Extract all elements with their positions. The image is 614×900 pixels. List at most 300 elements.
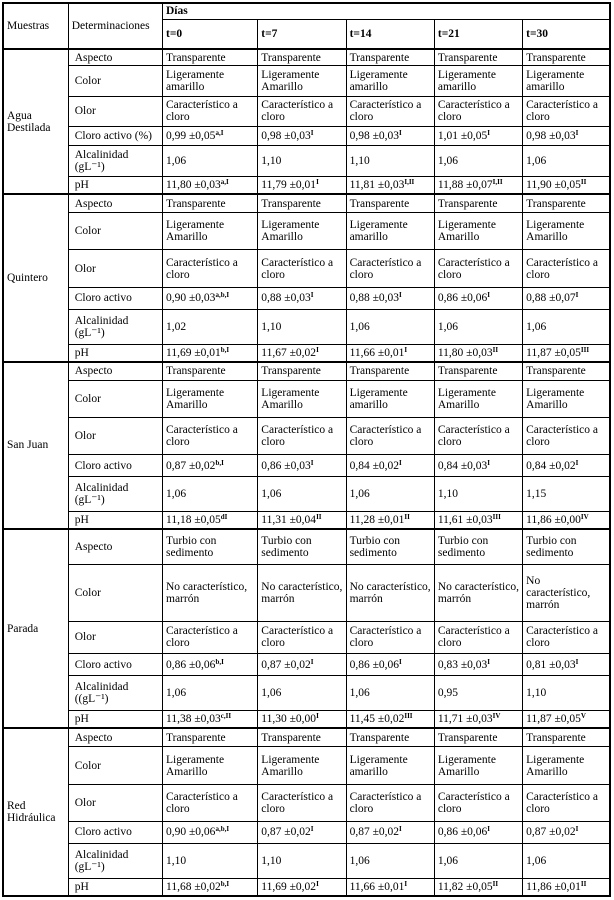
significance-superscript: I xyxy=(575,291,579,300)
value-text: Transparente xyxy=(526,365,586,378)
value-cell xyxy=(163,621,258,654)
value-text: 0,86 ±0,06 xyxy=(166,658,216,671)
value-cell xyxy=(523,362,610,381)
determination-label: Alcalinidad ((gL⁻¹) xyxy=(68,676,162,711)
value-cell xyxy=(163,747,258,784)
significance-superscript: I xyxy=(399,458,402,467)
determination-label: Aspecto xyxy=(68,728,162,747)
determination-label: Color xyxy=(68,380,162,417)
header-time: t=14 xyxy=(346,19,434,49)
value-text: 11,80 ±0,03 xyxy=(437,346,493,359)
determination-label: Aspecto xyxy=(68,194,162,213)
value-cell xyxy=(523,66,610,97)
value-text: Característico a cloro xyxy=(526,256,598,281)
value-text: Ligeramente Amarillo xyxy=(166,219,225,244)
value-cell xyxy=(523,287,610,309)
significance-superscript: III xyxy=(492,513,501,522)
value-text: Ligeramente Amarillo xyxy=(437,753,496,778)
value-text: 0,84 ±0,03 xyxy=(437,459,488,472)
value-text: Transparente xyxy=(526,197,586,210)
significance-superscript: I xyxy=(316,178,319,187)
value-cell xyxy=(434,344,522,362)
value-cell xyxy=(434,676,522,711)
value-cell xyxy=(163,843,258,878)
value-text: No característico, marrón xyxy=(437,580,519,605)
sample-name: Agua Destilada xyxy=(3,49,68,194)
value-text: Transparente xyxy=(166,365,226,378)
value-text: Ligeramente amarillo xyxy=(166,69,225,94)
table-row xyxy=(3,97,610,127)
value-text: Característico a cloro xyxy=(166,423,238,448)
table-row xyxy=(3,529,610,564)
value-cell xyxy=(523,529,610,564)
value-cell xyxy=(523,564,610,621)
table-row xyxy=(3,250,610,287)
header-time: t=0 xyxy=(163,19,258,49)
table-row xyxy=(3,843,610,878)
header-time: t=21 xyxy=(434,19,522,49)
significance-superscript: b,I xyxy=(215,657,224,666)
value-cell xyxy=(523,146,610,177)
value-cell xyxy=(163,66,258,97)
value-cell xyxy=(163,146,258,177)
value-text: 0,88 ±0,03 xyxy=(261,292,311,305)
value-cell xyxy=(434,621,522,654)
table-row xyxy=(3,564,610,621)
value-text: 0,90 ±0,03 xyxy=(166,292,216,305)
value-cell xyxy=(346,564,434,621)
value-cell xyxy=(434,728,522,747)
significance-superscript: b,I xyxy=(220,879,230,888)
value-text: 1,15 xyxy=(526,488,547,500)
value-text: Característico a cloro xyxy=(261,790,334,815)
table-body xyxy=(3,49,610,896)
value-text: Ligeramente Amarillo xyxy=(166,386,225,411)
value-text: 1,06 xyxy=(166,488,187,500)
value-cell xyxy=(434,512,522,530)
value-text: 1,06 xyxy=(526,320,547,333)
value-text: 1,06 xyxy=(437,854,458,867)
value-cell xyxy=(346,676,434,711)
value-cell xyxy=(523,380,610,417)
value-cell xyxy=(163,362,258,381)
determination-label: Aspecto xyxy=(68,49,162,66)
significance-superscript: II xyxy=(580,178,587,187)
significance-superscript: I xyxy=(575,458,579,467)
sample-name: Red Hidráulica xyxy=(3,728,68,896)
table-row xyxy=(3,512,610,530)
value-text: 1,10 xyxy=(261,320,282,333)
value-text: 0,87 ±0,02 xyxy=(526,826,576,839)
value-cell xyxy=(346,821,434,843)
value-text: 0,86 ±0,06 xyxy=(437,826,488,839)
value-cell xyxy=(346,309,434,344)
value-cell xyxy=(346,711,434,729)
table-row xyxy=(3,784,610,821)
value-text: 1,06 xyxy=(166,155,187,168)
value-cell xyxy=(163,476,258,511)
significance-superscript: a,I xyxy=(215,129,224,138)
value-text: 11,87 ±0,05 xyxy=(526,713,581,726)
value-cell xyxy=(434,380,522,417)
sample-name: Quintero xyxy=(3,194,68,361)
value-cell xyxy=(346,654,434,676)
header-muestras: Muestras xyxy=(3,3,68,49)
table-row xyxy=(3,654,610,676)
value-text: 11,90 ±0,05 xyxy=(526,179,581,192)
value-text: 11,31 ±0,04 xyxy=(261,514,317,527)
determination-label: Alcalinidad (gL⁻¹) xyxy=(68,476,162,511)
value-cell xyxy=(258,309,346,344)
value-cell xyxy=(523,654,610,676)
value-cell xyxy=(163,97,258,127)
value-text: 11,80 ±0,03 xyxy=(166,179,221,192)
value-cell xyxy=(523,747,610,784)
value-cell xyxy=(258,213,346,250)
value-cell xyxy=(163,194,258,213)
header-time: t=7 xyxy=(258,19,346,49)
value-cell xyxy=(163,49,258,66)
value-text: Ligeramente Amarillo xyxy=(437,386,496,411)
determination-label: pH xyxy=(68,177,162,195)
significance-superscript: c,II xyxy=(220,712,232,721)
significance-superscript: I xyxy=(399,291,402,300)
value-cell xyxy=(163,455,258,477)
table-row xyxy=(3,126,610,146)
value-cell xyxy=(434,97,522,127)
value-text: 0,86 ±0,06 xyxy=(437,292,488,305)
value-cell xyxy=(434,66,522,97)
value-cell xyxy=(163,529,258,564)
value-cell xyxy=(346,362,434,381)
value-cell xyxy=(258,728,346,747)
value-text: 0,86 ±0,06 xyxy=(349,658,400,671)
value-text: Transparente xyxy=(261,197,321,210)
table-row xyxy=(3,878,610,896)
value-text: 1,06 xyxy=(526,155,547,168)
value-cell xyxy=(434,126,522,146)
determination-label: Olor xyxy=(68,250,162,287)
header-time: t=30 xyxy=(523,19,610,49)
table-row xyxy=(3,747,610,784)
value-cell xyxy=(346,476,434,511)
value-text: Ligeramente amarillo xyxy=(349,386,408,411)
table-row xyxy=(3,821,610,843)
value-text: Ligeramente Amarillo xyxy=(526,219,585,244)
value-text: Ligeramente amarillo xyxy=(349,753,408,778)
significance-superscript: I xyxy=(487,291,491,300)
value-cell xyxy=(434,250,522,287)
significance-superscript: I xyxy=(316,712,319,721)
value-text: Transparente xyxy=(349,731,410,744)
value-text: Ligeramente Amarillo xyxy=(261,219,320,244)
significance-superscript: I xyxy=(404,879,408,888)
value-cell xyxy=(346,878,434,896)
value-cell xyxy=(258,676,346,711)
value-text: Transparente xyxy=(437,197,498,210)
significance-superscript: I xyxy=(399,129,402,138)
table-row xyxy=(3,676,610,711)
table-row xyxy=(3,344,610,362)
value-text: Característico a cloro xyxy=(261,625,334,650)
value-text: 0,98 ±0,03 xyxy=(526,130,576,143)
value-cell xyxy=(346,97,434,127)
value-cell xyxy=(346,455,434,477)
value-cell xyxy=(523,512,610,530)
determination-label: Cloro activo xyxy=(68,287,162,309)
table-row xyxy=(3,476,610,511)
significance-superscript: II xyxy=(580,879,587,888)
value-cell xyxy=(434,309,522,344)
significance-superscript: I xyxy=(310,129,314,138)
value-text: 0,88 ±0,07 xyxy=(526,292,576,305)
value-text: 0,86 ±0,03 xyxy=(261,459,311,472)
value-cell xyxy=(258,362,346,381)
determination-label: pH xyxy=(68,711,162,729)
sample-name: San Juan xyxy=(3,362,68,529)
value-text: 0,87 ±0,02 xyxy=(166,459,216,472)
value-cell xyxy=(434,843,522,878)
table-row xyxy=(3,362,610,381)
value-text: 11,67 ±0,02 xyxy=(261,346,317,359)
determination-label: Cloro activo xyxy=(68,654,162,676)
significance-superscript: II xyxy=(492,879,499,888)
table-row xyxy=(3,146,610,177)
value-cell xyxy=(258,529,346,564)
value-cell xyxy=(163,784,258,821)
value-text: 0,87 ±0,02 xyxy=(261,658,311,671)
value-cell xyxy=(163,126,258,146)
value-text: No característico, marrón xyxy=(261,580,343,605)
table-row xyxy=(3,711,610,729)
value-text: 0,98 ±0,03 xyxy=(349,130,400,143)
value-cell xyxy=(434,49,522,66)
value-text: Ligeramente amarillo xyxy=(437,69,496,94)
value-cell xyxy=(434,455,522,477)
value-text: Característico a cloro xyxy=(166,790,238,815)
determination-label: Color xyxy=(68,747,162,784)
value-text: 0,84 ±0,02 xyxy=(526,459,576,472)
value-text: Ligeramente Amarillo xyxy=(166,753,225,778)
value-text: 1,06 xyxy=(261,488,282,500)
value-cell xyxy=(523,455,610,477)
value-text: Característico a cloro xyxy=(261,99,334,124)
value-cell xyxy=(163,344,258,362)
value-cell xyxy=(434,711,522,729)
value-text: Característico a cloro xyxy=(349,625,422,650)
value-cell xyxy=(346,747,434,784)
value-text: 11,66 ±0,01 xyxy=(349,346,405,359)
value-text: Característico a cloro xyxy=(437,99,510,124)
value-cell xyxy=(523,821,610,843)
determination-label: Color xyxy=(68,213,162,250)
value-cell xyxy=(346,250,434,287)
value-text: No característico, marrón xyxy=(166,580,248,605)
value-text: 11,81 ±0,03 xyxy=(349,179,405,192)
value-text: Turbio con sedimento xyxy=(526,534,577,559)
value-cell xyxy=(163,417,258,454)
value-text: Característico a cloro xyxy=(261,256,334,281)
determination-label: Cloro activo xyxy=(68,821,162,843)
determination-label: pH xyxy=(68,512,162,530)
value-text: 1,06 xyxy=(349,687,370,700)
value-cell xyxy=(434,287,522,309)
value-cell xyxy=(163,564,258,621)
value-cell xyxy=(434,564,522,621)
value-text: Transparente xyxy=(166,51,226,64)
significance-superscript: III xyxy=(404,712,413,721)
value-text: 1,06 xyxy=(437,155,458,168)
results-table xyxy=(2,2,611,897)
value-text: Transparente xyxy=(437,365,498,378)
value-cell xyxy=(523,126,610,146)
header-dias: Días xyxy=(163,3,611,19)
value-text: Transparente xyxy=(261,731,321,744)
value-cell xyxy=(346,512,434,530)
value-text: 11,38 ±0,03 xyxy=(166,713,221,726)
value-cell xyxy=(346,287,434,309)
value-cell xyxy=(346,529,434,564)
significance-superscript: I xyxy=(575,129,579,138)
determination-label: pH xyxy=(68,878,162,896)
value-cell xyxy=(258,878,346,896)
value-text: 1,01 ±0,05 xyxy=(437,130,488,143)
value-text: 1,10 xyxy=(166,854,187,867)
value-text: 1,10 xyxy=(437,488,458,500)
value-text: Transparente xyxy=(349,51,410,64)
value-text: 0,90 ±0,06 xyxy=(166,826,216,839)
value-text: Transparente xyxy=(437,731,498,744)
value-cell xyxy=(163,512,258,530)
value-cell xyxy=(434,194,522,213)
header-determinaciones: Determinaciones xyxy=(68,3,162,49)
value-text: 11,86 ±0,01 xyxy=(526,880,581,893)
value-text: 11,86 ±0,00 xyxy=(526,514,581,527)
value-cell xyxy=(346,843,434,878)
value-cell xyxy=(434,417,522,454)
value-text: 11,88 ±0,07 xyxy=(437,179,493,192)
value-text: Característico a cloro xyxy=(437,790,510,815)
value-text: Ligeramente amarillo xyxy=(349,219,408,244)
value-cell xyxy=(163,728,258,747)
value-text: Ligeramente amarillo xyxy=(526,69,585,94)
determination-label: Aspecto xyxy=(68,529,162,564)
significance-superscript: II xyxy=(404,513,410,522)
significance-superscript: b,I xyxy=(220,345,230,354)
determination-label: Olor xyxy=(68,784,162,821)
significance-superscript: II xyxy=(492,345,499,354)
value-cell xyxy=(163,676,258,711)
determination-label: pH xyxy=(68,344,162,362)
value-cell xyxy=(346,344,434,362)
value-cell xyxy=(523,309,610,344)
value-cell xyxy=(258,250,346,287)
value-text: Característico a cloro xyxy=(526,99,598,124)
value-text: 11,79 ±0,01 xyxy=(261,179,317,192)
value-text: Turbio con sedimento xyxy=(261,534,312,559)
value-text: Transparente xyxy=(261,51,321,64)
value-cell xyxy=(434,529,522,564)
table-row xyxy=(3,621,610,654)
value-text: No característico, marrón xyxy=(526,574,591,611)
value-text: 11,69 ±0,01 xyxy=(166,346,221,359)
value-cell xyxy=(523,417,610,454)
value-text: Transparente xyxy=(526,51,586,64)
value-cell xyxy=(258,177,346,195)
significance-superscript: V xyxy=(580,712,586,721)
value-cell xyxy=(434,177,522,195)
value-text: Turbio con sedimento xyxy=(437,534,489,559)
value-cell xyxy=(258,711,346,729)
significance-superscript: I,II xyxy=(492,178,503,187)
value-text: Característico a cloro xyxy=(166,625,238,650)
table-row xyxy=(3,49,610,66)
value-text: 1,06 xyxy=(437,320,458,333)
value-text: Transparente xyxy=(526,731,586,744)
value-cell xyxy=(258,821,346,843)
value-text: Característico a cloro xyxy=(166,99,238,124)
value-text: Característico a cloro xyxy=(261,423,334,448)
value-cell xyxy=(163,878,258,896)
value-cell xyxy=(163,821,258,843)
determination-label: Olor xyxy=(68,621,162,654)
value-text: 1,10 xyxy=(526,687,547,700)
value-text: Característico a cloro xyxy=(349,790,422,815)
significance-superscript: a,I xyxy=(220,178,229,187)
value-cell xyxy=(346,146,434,177)
significance-superscript: IV xyxy=(580,513,589,522)
value-cell xyxy=(258,654,346,676)
value-text: Turbio con sedimento xyxy=(166,534,217,559)
value-cell xyxy=(163,287,258,309)
value-cell xyxy=(346,66,434,97)
value-cell xyxy=(346,380,434,417)
value-text: 1,06 xyxy=(526,854,547,867)
value-cell xyxy=(346,784,434,821)
value-cell xyxy=(258,455,346,477)
determination-label: Alcalinidad (gL⁻¹) xyxy=(68,843,162,878)
value-cell xyxy=(434,747,522,784)
value-cell xyxy=(258,97,346,127)
determination-label: Color xyxy=(68,66,162,97)
value-text: 11,28 ±0,01 xyxy=(349,514,405,527)
table-row xyxy=(3,287,610,309)
value-cell xyxy=(346,213,434,250)
value-cell xyxy=(523,784,610,821)
value-cell xyxy=(523,676,610,711)
value-cell xyxy=(434,878,522,896)
value-text: 1,02 xyxy=(166,320,187,333)
value-text: 11,45 ±0,02 xyxy=(349,713,405,726)
significance-superscript: I xyxy=(575,657,579,666)
value-cell xyxy=(163,711,258,729)
value-text: 0,84 ±0,02 xyxy=(349,459,400,472)
value-text: Característico a cloro xyxy=(437,423,510,448)
value-cell xyxy=(434,784,522,821)
value-text: Transparente xyxy=(349,197,410,210)
value-text: Transparente xyxy=(166,731,226,744)
value-text: 0,98 ±0,03 xyxy=(261,130,311,143)
value-cell xyxy=(523,344,610,362)
value-cell xyxy=(523,711,610,729)
value-text: 1,10 xyxy=(349,155,370,168)
value-cell xyxy=(434,146,522,177)
significance-superscript: I xyxy=(310,458,314,467)
table-row xyxy=(3,417,610,454)
significance-superscript: I xyxy=(575,825,579,834)
value-cell xyxy=(258,784,346,821)
significance-superscript: I xyxy=(487,458,491,467)
